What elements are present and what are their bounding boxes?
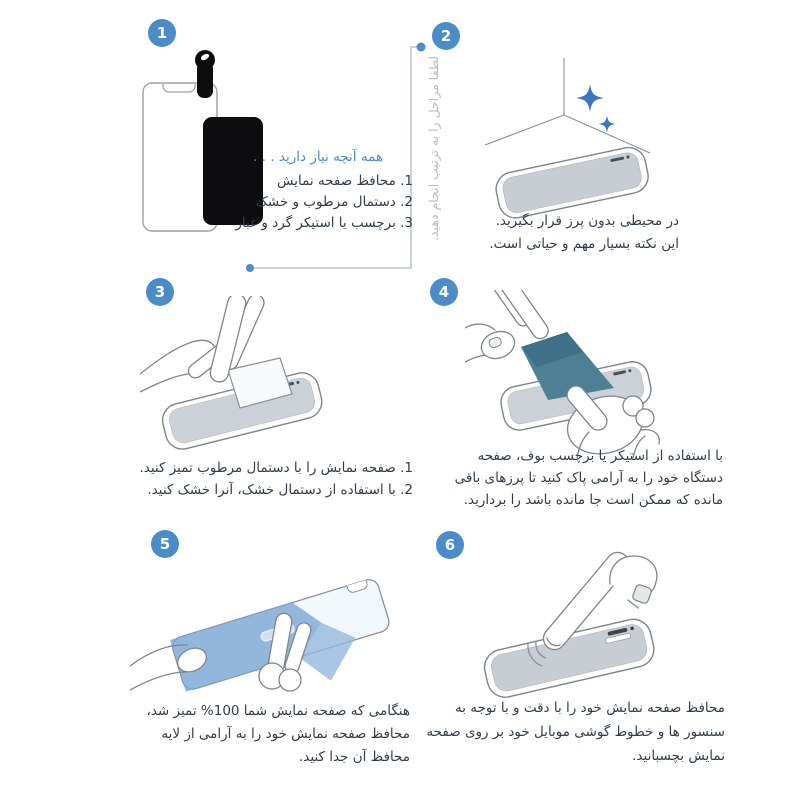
step-4-illustration xyxy=(465,290,735,458)
step-2-text: در محیطی بدون پرز قرار بگیرید. این نکته بسیار مهم و حیاتی است. xyxy=(489,213,679,252)
step-3-text: 1. صفحه نمایش را با دستمال مرطوب تمیز کنید. 2. با استفاده از دستمال خشک، آنرا خشک کنید. xyxy=(139,460,413,498)
step-1-item: 1. محافظ صفحه نمایش xyxy=(277,173,413,189)
step-4-badge: 4 xyxy=(430,278,458,306)
room-corner-lines xyxy=(485,58,650,153)
sparkle-icon xyxy=(576,84,616,133)
step-2-badge: 2 xyxy=(432,22,460,50)
step-3-illustration xyxy=(140,296,410,460)
applicator-tool-icon xyxy=(195,50,215,98)
step-3-badge: 3 xyxy=(146,278,174,306)
connector-dot-end xyxy=(417,43,426,52)
step-1-item: 3. برچسب یا استیکر گرد و غبار xyxy=(235,215,413,231)
step-6-illustration xyxy=(468,548,733,708)
step-4-text: با استفاده از استیکر یا برچسب بوف، صفحه دستگاه خود را به آرامی پاک کنید تا پرزهای باقی مانده که ممکن است جا مانده باشد را بردارید. xyxy=(454,448,723,508)
step-6-badge: 6 xyxy=(436,531,464,559)
step-2-illustration xyxy=(455,48,705,228)
step-5-illustration xyxy=(130,548,410,703)
step-1-item: 2. دستمال مرطوب و خشک xyxy=(255,194,413,210)
step-1-heading: همه آنچه نیاز دارید . . . xyxy=(253,149,383,165)
step-1-text xyxy=(235,146,413,234)
step-5-text: هنگامی که صفحه نمایش شما 100% تمیز شد، محافظ صفحه نمایش خود را به آرامی از لایه محافظ آن جدا کنید. xyxy=(146,703,410,765)
connector-dot-start xyxy=(246,264,254,272)
step-6-text: محافظ صفحه نمایش خود را با دقت و با توجه به سنسور ها و خطوط گوشی موبایل خود بر روی صفحه نمایش بچسبانید. xyxy=(426,700,725,764)
step-5-badge: 5 xyxy=(151,530,179,558)
step-1-badge: 1 xyxy=(148,19,176,47)
side-note-vertical: لطفا مراحل را به ترتیب انجام دهید. xyxy=(426,56,441,241)
